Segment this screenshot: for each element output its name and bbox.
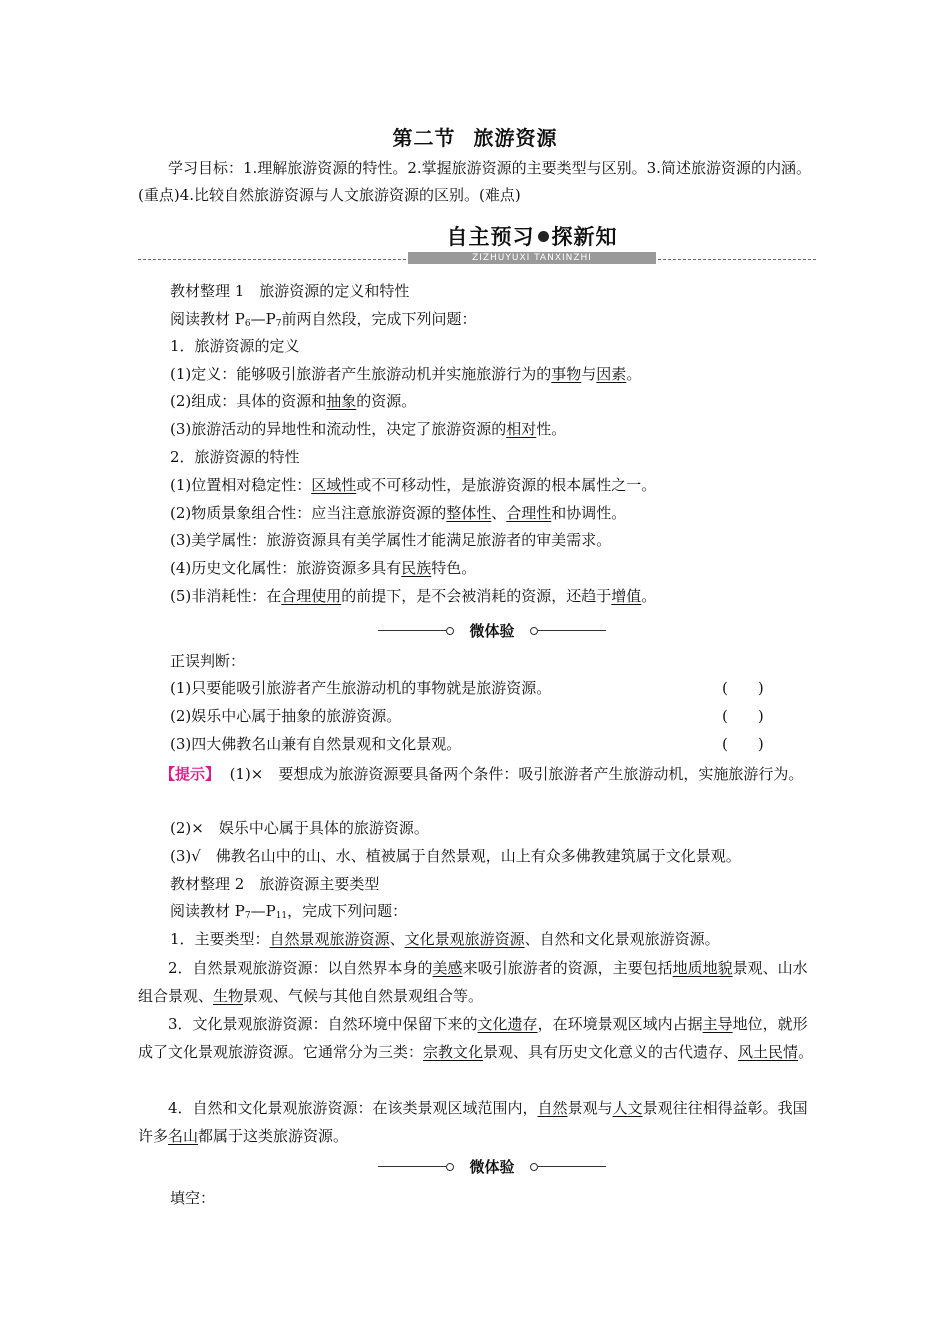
banner-left-text: 自主预习 bbox=[446, 225, 535, 249]
hint-answer-3: (3)√ 佛教名山中的山、水、植被属于自然景观，山上有众多佛教建筑属于文化景观。 bbox=[170, 847, 741, 865]
m1-trait-4: (4)历史文化属性：旅游资源多具有民族特色。 bbox=[170, 559, 477, 577]
m2-point-1: 1．主要类型：自然景观旅游资源、文化景观旅游资源、自然和文化景观旅游资源。 bbox=[170, 930, 720, 948]
section-number: 第二节 bbox=[392, 126, 456, 150]
quiz-q3-answer-box: ( ) bbox=[722, 735, 764, 753]
m1-heading: 教材整理 1 旅游资源的定义和特性 bbox=[170, 282, 410, 300]
m1-trait-2: (2)物质景象组合性：应当注意旅游资源的整体性、合理性和协调性。 bbox=[170, 504, 627, 522]
m2-point-3: 3．文化景观旅游资源：自然环境中保留下来的文化遗存，在环境景观区域内占据主导地位，就形成了文化景观旅游资源。它通常分为三类：宗教文化景观、具有历史文化意义的古代遗存、风土民情。 bbox=[138, 1015, 814, 1061]
quiz-q1: (1)只要能吸引旅游者产生旅游动机的事物就是旅游资源。 bbox=[170, 679, 552, 697]
divider-weitiyan-2: 微体验 bbox=[378, 1157, 606, 1177]
m1-subhead-2: 2．旅游资源的特性 bbox=[170, 448, 300, 466]
m1-def-1: (1)定义：能够吸引旅游者产生旅游动机并实施旅游行为的事物与因素。 bbox=[170, 365, 642, 383]
m1-trait-3: (3)美学属性：旅游资源具有美学属性才能满足旅游者的审美需求。 bbox=[170, 531, 612, 549]
m2-read: 阅读教材 $P_7—P_{11}$，完成下列问题： bbox=[170, 902, 408, 921]
quiz-q1-answer-box: ( ) bbox=[722, 679, 764, 697]
banner-dash-left bbox=[138, 259, 406, 260]
banner-dash-right bbox=[658, 259, 816, 260]
quiz-label: 正误判断： bbox=[170, 652, 246, 670]
quiz-q3: (3)四大佛教名山兼有自然景观和文化景观。 bbox=[170, 735, 462, 753]
banner-right-text: 探新知 bbox=[551, 225, 618, 249]
section-name: 旅游资源 bbox=[473, 126, 558, 150]
m1-def-2: (2)组成：具体的资源和抽象的资源。 bbox=[170, 392, 417, 410]
m1-read: 阅读教材 $P_6—P_7$前两自然段，完成下列问题： bbox=[170, 310, 477, 329]
m2-point-2: 2．自然景观旅游资源：以自然界本身的美感来吸引旅游者的资源，主要包括地质地貌景观、山水组合景观、生物景观、气候与其他自然景观组合等。 bbox=[138, 959, 808, 1005]
quiz-q2-answer-box: ( ) bbox=[722, 707, 764, 725]
learning-goals: 学习目标：1.理解旅游资源的特性。2.掌握旅游资源的主要类型与区别。3.简述旅游资源的内涵。(重点)4.比较自然旅游资源与人文旅游资源的区别。(难点) bbox=[138, 159, 811, 204]
m1-def-3: (3)旅游活动的异地性和流动性，决定了旅游资源的相对性。 bbox=[170, 420, 567, 438]
banner-pinyin: ZIZHUYUXI TANXINZHI bbox=[408, 252, 656, 264]
section-title bbox=[0, 122, 950, 151]
m1-subhead-1: 1．旅游资源的定义 bbox=[170, 337, 300, 355]
m1-trait-1: (1)位置相对稳定性：区域性或不可移动性，是旅游资源的根本属性之一。 bbox=[170, 476, 657, 494]
m2-point-4: 4．自然和文化景观旅游资源：在该类景观区域范围内，自然景观与人文景观往往相得益彰。我国许多名山都属于这类旅游资源。 bbox=[138, 1099, 808, 1145]
hint-answer-1: 【提示】 (1)× 要想成为旅游资源要具备两个条件：吸引旅游者产生旅游动机，实施旅游行为。 bbox=[160, 765, 804, 783]
quiz-q2: (2)娱乐中心属于抽象的旅游资源。 bbox=[170, 707, 402, 725]
m2-heading: 教材整理 2 旅游资源主要类型 bbox=[170, 875, 380, 893]
divider-weitiyan-1: 微体验 bbox=[378, 621, 606, 641]
hint-answer-2: (2)× 娱乐中心属于具体的旅游资源。 bbox=[170, 819, 429, 837]
arrow-dot-icon bbox=[538, 231, 549, 242]
m1-trait-5: (5)非消耗性：在合理使用的前提下，是不会被消耗的资源，还趋于增值。 bbox=[170, 587, 657, 605]
section-banner bbox=[408, 222, 656, 264]
hint-label: 【提示】 bbox=[160, 765, 221, 783]
fill-label: 填空： bbox=[170, 1189, 216, 1207]
